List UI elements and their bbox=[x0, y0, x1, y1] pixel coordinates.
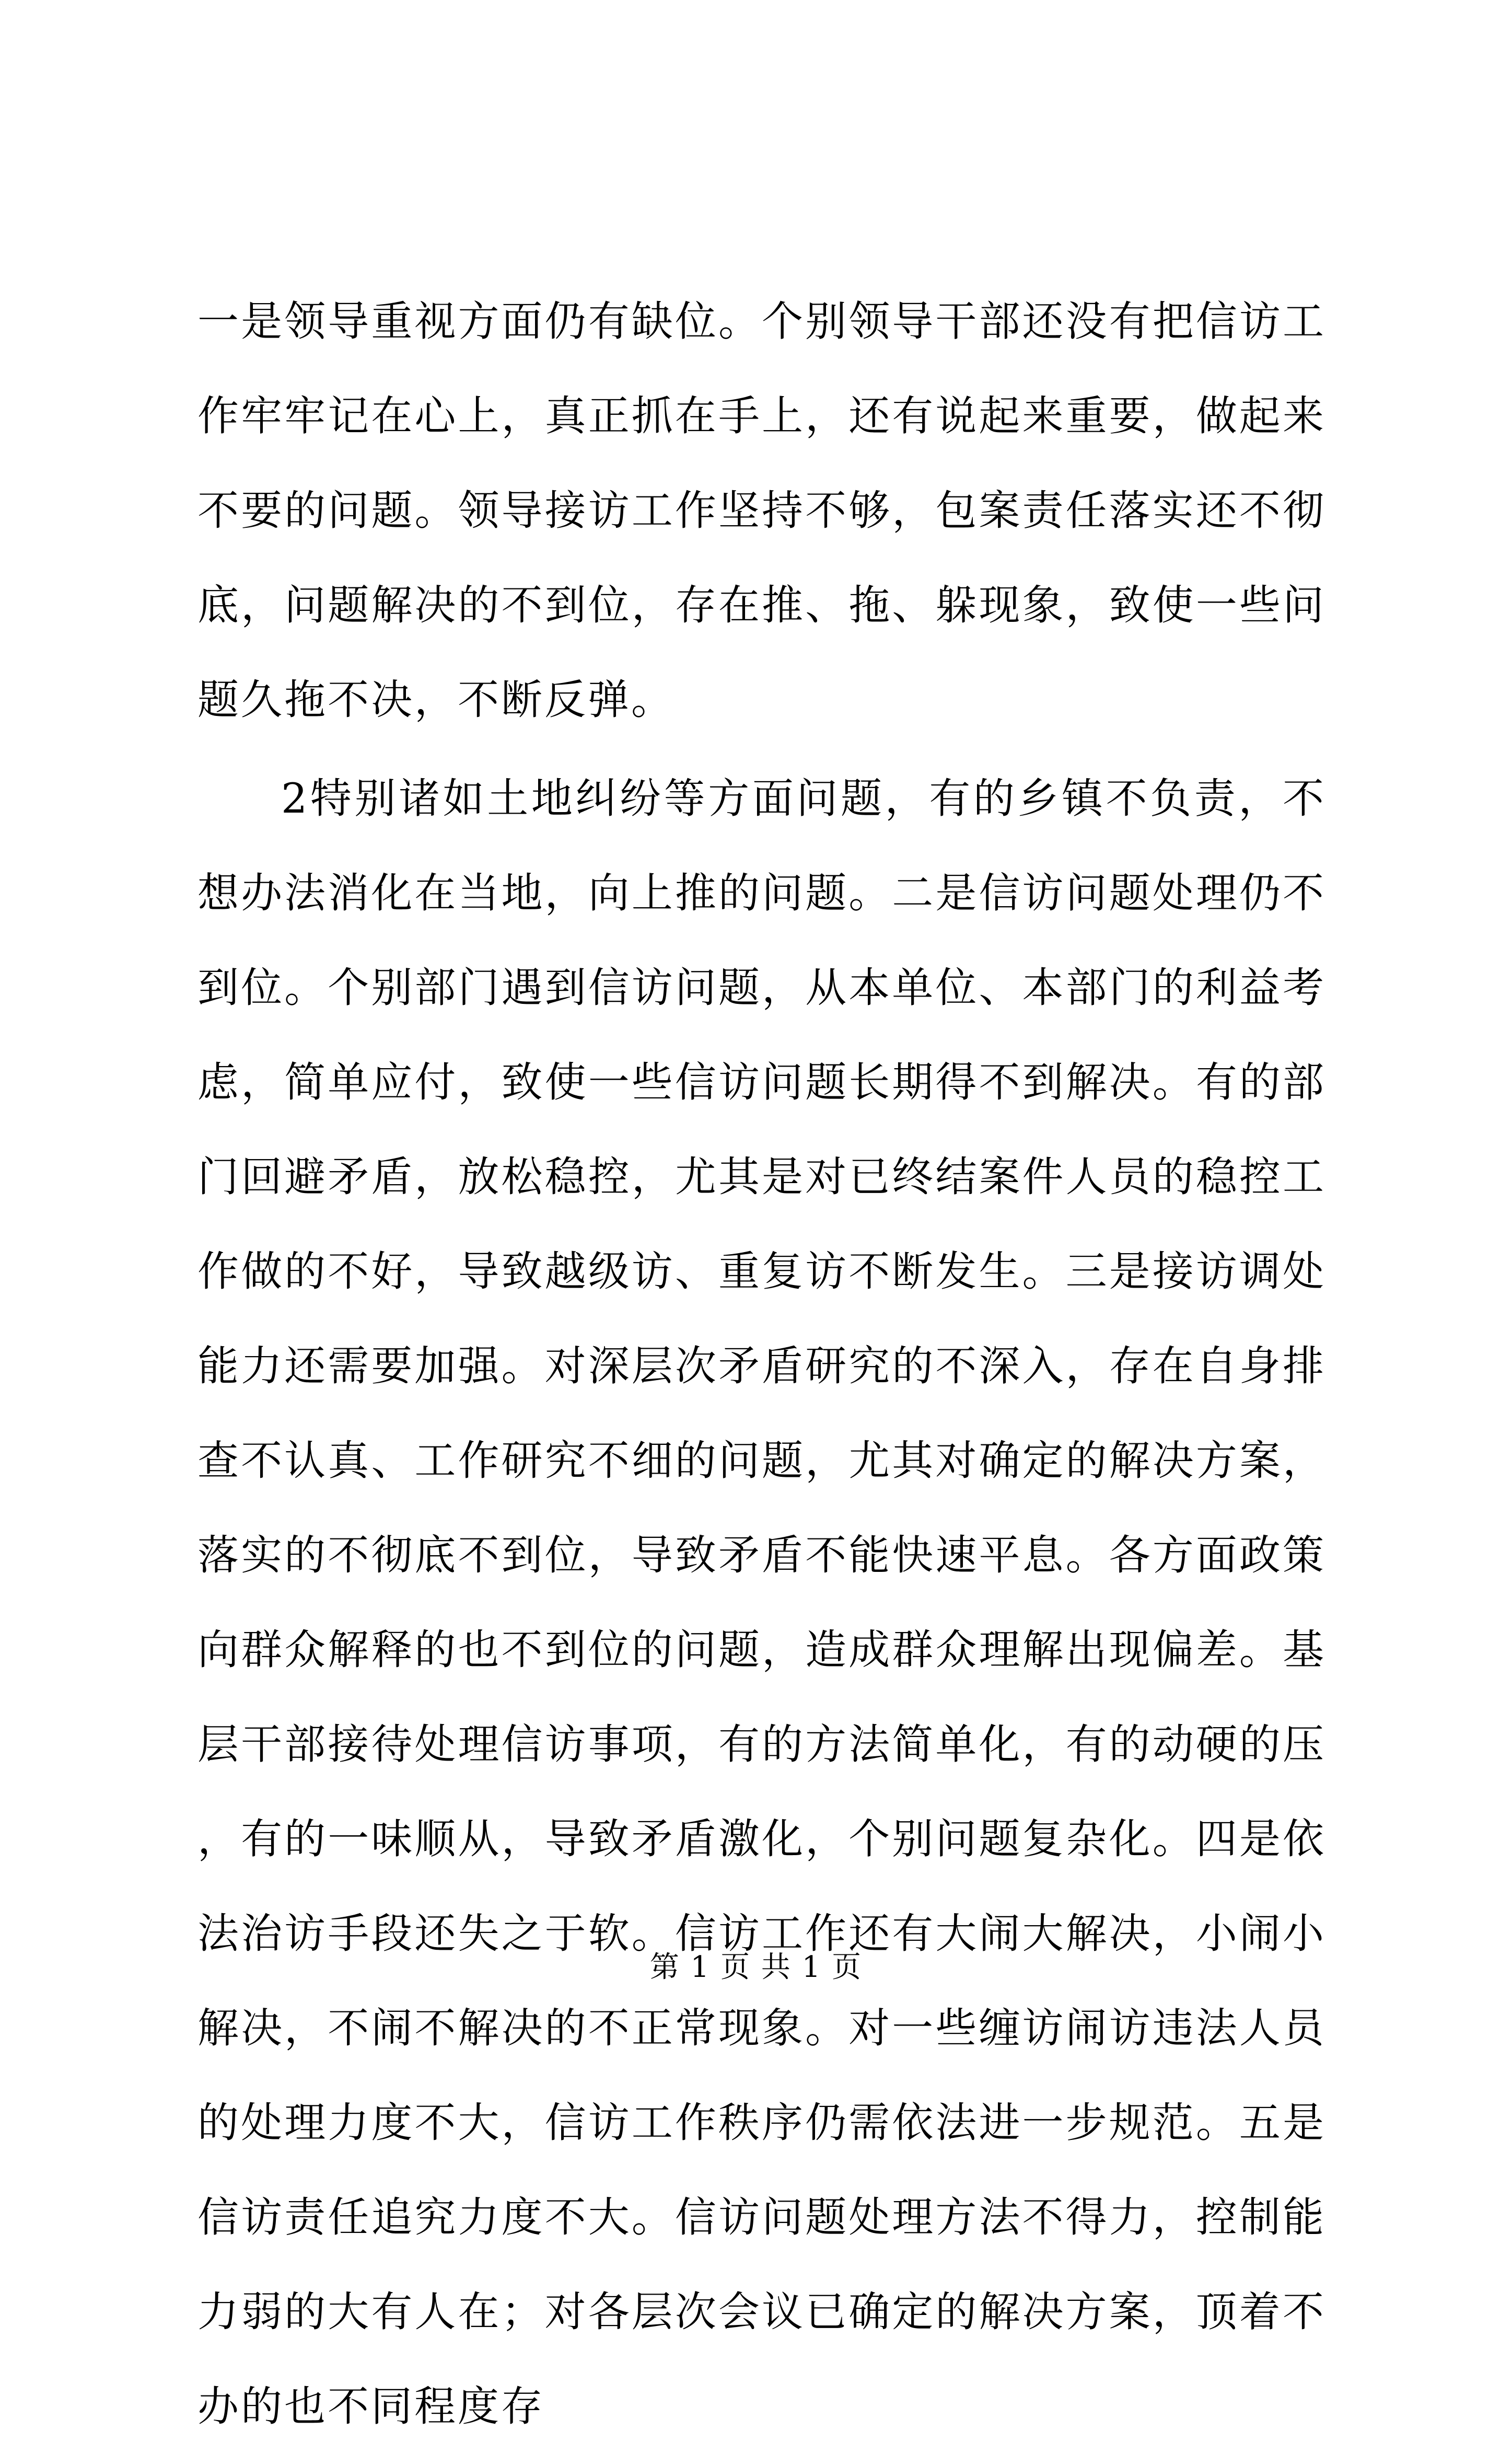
paragraph-1: 一是领导重视方面仍有缺位。个别领导干部还没有把信访工作牢牢记在心上，真正抓在手上，还有说起来重要，做起来不要的问题。领导接访工作坚持不够，包案责任落实还不彻底，问题解决的不到位，存在推、拖、躲现象，致使一些问题久拖不决，不断反弹。 bbox=[197, 297, 1326, 724]
page-footer: 第 1 页 共 1 页 bbox=[649, 1950, 863, 1984]
paragraph-2: 2特别诸如土地纠纷等方面问题，有的乡镇不负责，不想办法消化在当地，向上推的问题。二是信访问题处理仍不到位。个别部门遇到信访问题，从本单位、本部门的利益考虑，简单应付，致使一些信访问题长期得不到解决。有的部门回避矛盾，放松稳控，尤其是对已终结案件人员的稳控工作做的不好，导致越级访、重复访不断发生。三是接访调处能力还需要加强。对深层次矛盾研究的不深入，存在自身排查不认真、工作研究不细的问题，尤其对确定的解决方案，落实的不彻底不到位，导致矛盾不能快速平息。各方面政策向群众解释的也不到位的问题，造成群众理解出现偏差。基层干部接待处理信访事项，有的方法简单化，有的动硬的压，有的一味顺从，导致矛盾激化，个别问题复杂化。四是依法治访手段还失之于软。信访工作还有大闹大解决，小闹小解决，不闹不解决的不正常现象。对一些缠访闹访违法人员的处理力度不大，信访工作秩序仍需依法进一步规范。五是信访责任追究力度不大。信访问题处理方法不得力，控制能力弱的大有人在；对各层次会议已确定的解决方案，顶着不办的也不同程度存 bbox=[197, 774, 1326, 2430]
document-body bbox=[197, 274, 1326, 2454]
